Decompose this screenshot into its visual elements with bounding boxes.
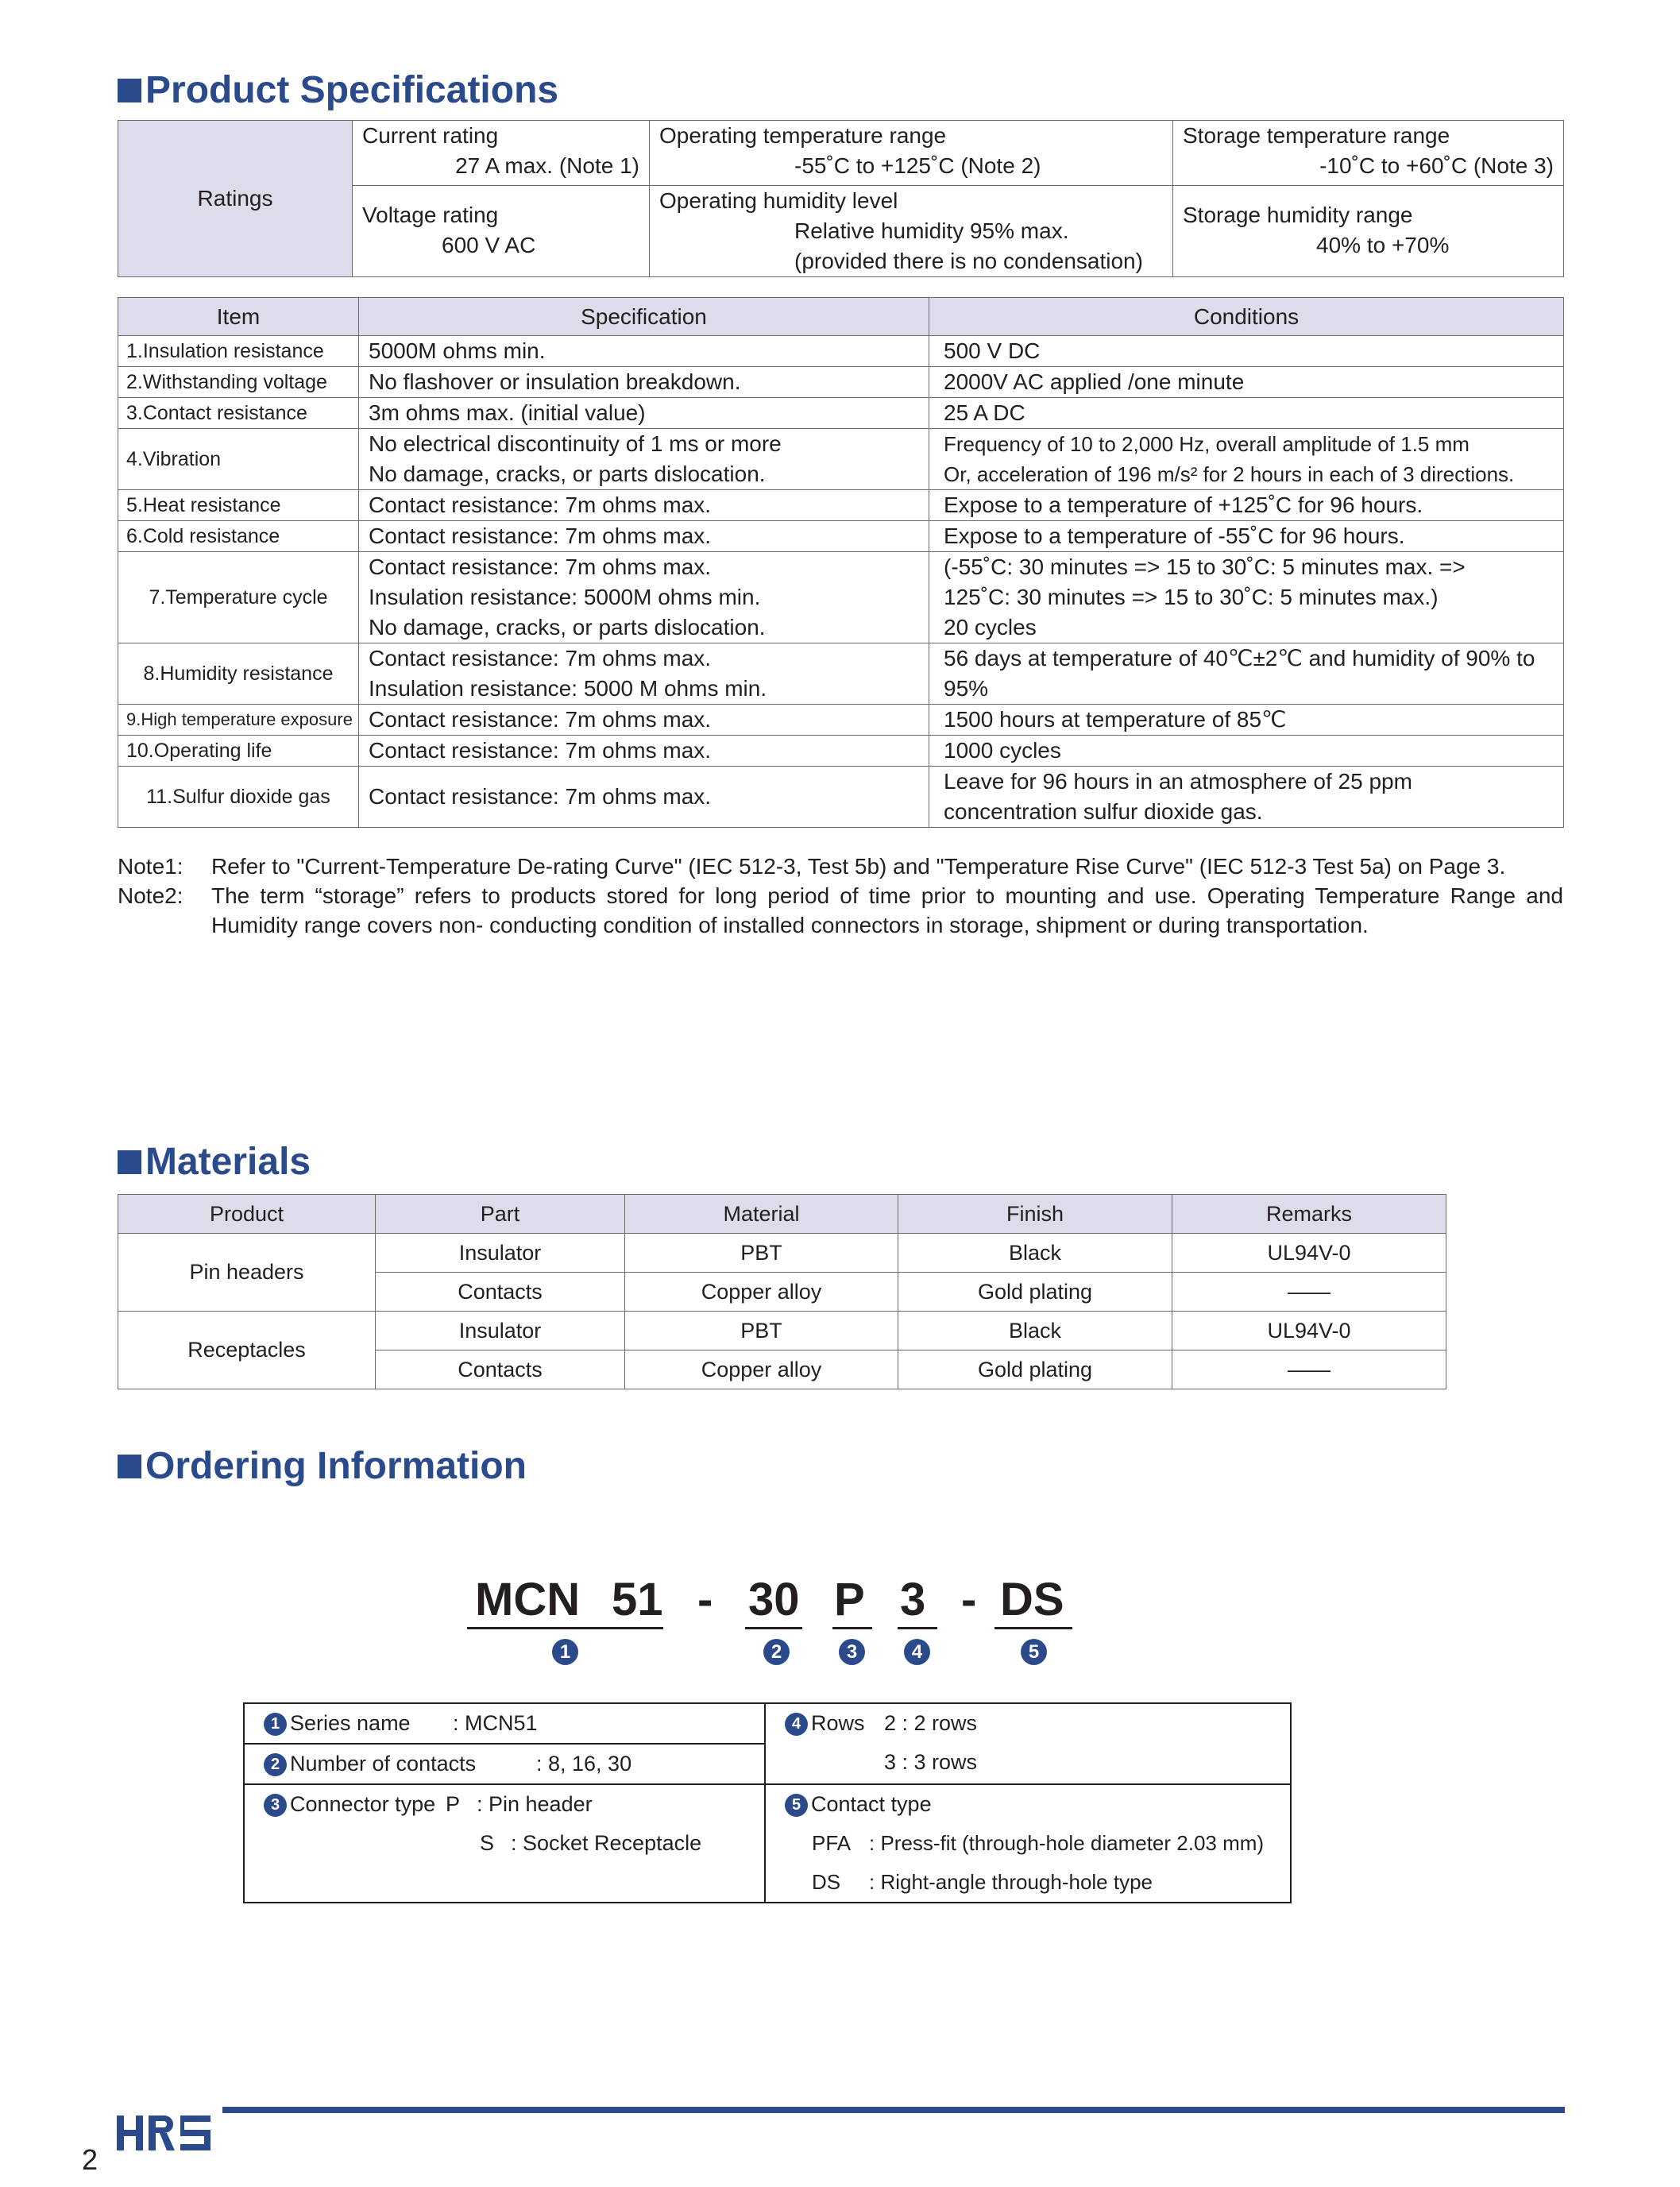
notes	[118, 852, 1563, 940]
spec-line: 3m ohms max. (initial value)	[369, 400, 646, 425]
spec-value	[359, 736, 929, 767]
cond-line: 95%	[944, 676, 989, 701]
spec-line: No electrical discontinuity of 1 ms or more	[369, 431, 782, 456]
storage-humidity-label: Storage humidity range	[1183, 203, 1413, 227]
voltage-rating-label: Voltage rating	[362, 203, 499, 227]
cond-line: Or, acceleration of 196 m/s² for 2 hours in each of 3 directions.	[944, 462, 1515, 486]
spec-value	[359, 367, 929, 398]
spec-condition	[929, 398, 1564, 429]
order-contact-type-line	[785, 1785, 1290, 1824]
spec-item: 11.Sulfur dioxide gas	[118, 767, 359, 828]
spec-condition	[929, 367, 1564, 398]
mat-finish: Gold plating	[898, 1350, 1172, 1389]
ratings-label: Ratings	[118, 121, 353, 277]
table-row	[118, 767, 1564, 828]
order-series-label: Series name	[290, 1711, 411, 1735]
mat-header-remarks: Remarks	[1172, 1195, 1446, 1234]
cond-line: 125˚C: 30 minutes => 15 to 30˚C: 5 minutes max.)	[944, 585, 1439, 609]
order-connector-type-desc: : Pin header	[477, 1792, 593, 1816]
section-square-icon	[118, 1150, 141, 1174]
spec-value	[359, 552, 929, 643]
operating-humidity-value-2: (provided there is no condensation)	[794, 249, 1143, 273]
table-row	[118, 490, 1564, 521]
number-1-icon: 1	[264, 1713, 287, 1736]
order-rows-opt2: 3 : 3 rows	[884, 1750, 978, 1774]
ratings-table	[118, 120, 1564, 277]
operating-humidity-value-1: Relative humidity 95% max.	[794, 218, 1069, 243]
pn-underline	[745, 1627, 802, 1629]
cond-line: 2000V AC applied /one minute	[944, 369, 1245, 394]
spec-condition	[929, 736, 1564, 767]
cond-line: Expose to a temperature of -55˚C for 96 hours.	[944, 524, 1405, 548]
number-3-icon: 3	[264, 1794, 287, 1817]
spec-value	[359, 336, 929, 367]
spec-condition	[929, 336, 1564, 367]
order-connector-type-desc: : Socket Receptacle	[511, 1831, 702, 1855]
mat-remarks: UL94V-0	[1172, 1234, 1446, 1273]
spec-condition	[929, 521, 1564, 552]
operating-temperature-label: Operating temperature range	[659, 123, 947, 148]
order-contacts-value: : 8, 16, 30	[536, 1752, 632, 1775]
pn-rows: 3	[900, 1574, 926, 1625]
table-row	[118, 736, 1564, 767]
spec-line: Contact resistance: 7m ohms max.	[369, 738, 712, 763]
spec-header-specification: Specification	[359, 298, 929, 336]
table-row	[118, 429, 1564, 490]
mat-remarks: UL94V-0	[1172, 1312, 1446, 1350]
section-title-materials	[118, 1140, 311, 1184]
pn-underline	[467, 1627, 663, 1629]
mat-part: Insulator	[376, 1234, 625, 1273]
order-contact-type-code: DS	[812, 1870, 841, 1894]
section-title-ordering-information	[118, 1444, 527, 1488]
mat-header-finish: Finish	[898, 1195, 1172, 1234]
table-row	[118, 1312, 1446, 1350]
spec-value	[359, 767, 929, 828]
note-text: The term “storage” refers to products stored for long period of time prior to mounting and use. Operating Temperature Range and Humidity range covers non- conducting condition of installed connectors in storage, shipment or during transportation.	[211, 883, 1563, 937]
spec-condition	[929, 429, 1564, 490]
spec-line: Insulation resistance: 5000 M ohms min.	[369, 676, 767, 701]
order-contacts-cell	[244, 1744, 765, 1784]
mat-remarks: ——	[1172, 1350, 1446, 1389]
cond-line: 25 A DC	[944, 400, 1025, 425]
table-row	[118, 705, 1564, 736]
order-contact-type-line	[785, 1824, 1290, 1863]
spec-condition	[929, 643, 1564, 705]
spec-condition	[929, 705, 1564, 736]
section-square-icon	[118, 79, 141, 102]
spec-table	[118, 297, 1564, 828]
order-series-cell	[244, 1703, 765, 1744]
note-key: Note2:	[118, 883, 183, 908]
section-title-product-specifications	[118, 68, 558, 112]
voltage-rating-cell	[353, 186, 650, 277]
cond-line: 1500 hours at temperature of 85℃	[944, 707, 1287, 732]
storage-humidity-cell	[1173, 186, 1564, 277]
mat-finish: Black	[898, 1234, 1172, 1273]
order-rows-label: Rows	[811, 1711, 865, 1735]
section-title-text: Materials	[145, 1141, 311, 1183]
spec-line: Contact resistance: 7m ohms max.	[369, 524, 712, 548]
spec-item: 10.Operating life	[118, 736, 359, 767]
spec-line: Insulation resistance: 5000M ohms min.	[369, 585, 761, 609]
number-4-icon: 4	[904, 1639, 930, 1665]
spec-value	[359, 705, 929, 736]
spec-item: 7.Temperature cycle	[118, 552, 359, 643]
order-contacts-line	[264, 1745, 764, 1783]
storage-humidity-value: 40% to +70%	[1316, 233, 1450, 257]
voltage-rating-value: 600 V AC	[442, 233, 536, 257]
spec-item: 1.Insulation resistance	[118, 336, 359, 367]
spec-line: Contact resistance: 7m ohms max.	[369, 554, 712, 579]
order-contacts-label: Number of contacts	[290, 1752, 477, 1775]
mat-part: Contacts	[376, 1350, 625, 1389]
section-title-text: Ordering Information	[145, 1445, 527, 1487]
spec-line: No flashover or insulation breakdown.	[369, 369, 741, 394]
cond-line: (-55˚C: 30 minutes => 15 to 30˚C: 5 minutes max. =>	[944, 554, 1466, 579]
spec-line: No damage, cracks, or parts dislocation.	[369, 462, 766, 486]
number-4-icon: 4	[785, 1713, 808, 1736]
order-series-value: : MCN51	[453, 1711, 538, 1735]
table-row	[118, 336, 1564, 367]
order-connector-type-line	[264, 1785, 764, 1824]
cond-line: 1000 cycles	[944, 738, 1061, 763]
spec-value	[359, 398, 929, 429]
note-1	[118, 852, 1563, 881]
mat-header-part: Part	[376, 1195, 625, 1234]
materials-table	[118, 1194, 1446, 1389]
order-connector-type-code: P	[446, 1792, 461, 1816]
current-rating-cell	[353, 121, 650, 186]
mat-finish: Gold plating	[898, 1273, 1172, 1312]
order-connector-type-line	[264, 1824, 764, 1863]
spec-item: 8.Humidity resistance	[118, 643, 359, 705]
cond-line: 500 V DC	[944, 338, 1041, 363]
order-series-line	[264, 1704, 764, 1743]
mat-finish: Black	[898, 1312, 1172, 1350]
cond-line: concentration sulfur dioxide gas.	[944, 799, 1263, 824]
pn-underline	[994, 1627, 1072, 1629]
current-rating-value: 27 A max. (Note 1)	[455, 153, 639, 178]
order-connector-type-cell	[244, 1784, 765, 1903]
spec-item: 2.Withstanding voltage	[118, 367, 359, 398]
number-1-icon: 1	[552, 1639, 578, 1665]
section-title-text: Product Specifications	[145, 69, 559, 111]
table-row	[118, 398, 1564, 429]
spec-header-conditions: Conditions	[929, 298, 1564, 336]
table-row	[118, 552, 1564, 643]
current-rating-label: Current rating	[362, 123, 499, 148]
pn-contact-type: DS	[1000, 1574, 1064, 1625]
operating-humidity-label: Operating humidity level	[659, 188, 898, 213]
spec-line: Contact resistance: 7m ohms max.	[369, 493, 712, 517]
hrs-logo	[115, 2109, 214, 2155]
spec-line: Contact resistance: 7m ohms max.	[369, 707, 712, 732]
section-square-icon	[118, 1455, 141, 1478]
spec-item: 6.Cold resistance	[118, 521, 359, 552]
operating-temperature-value: -55˚C to +125˚C (Note 2)	[794, 153, 1041, 178]
pn-series: MCN	[475, 1574, 581, 1625]
note-text: Refer to "Current-Temperature De-rating Curve" (IEC 512-3, Test 5b) and "Temperature Rise Curve" (IEC 512-3 Test 5a) on Page 3.	[211, 854, 1506, 879]
pn-dash: -	[697, 1574, 713, 1625]
order-contact-type-cell	[765, 1784, 1291, 1903]
table-row	[118, 1234, 1446, 1273]
mat-material: Copper alloy	[625, 1273, 898, 1312]
footer-rule	[222, 2107, 1565, 2113]
ordering-table	[243, 1702, 1292, 1903]
operating-humidity-cell	[650, 186, 1173, 277]
operating-temperature-cell	[650, 121, 1173, 186]
spec-item: 9.High temperature exposure	[118, 705, 359, 736]
mat-material: PBT	[625, 1234, 898, 1273]
storage-temperature-value: -10˚C to +60˚C (Note 3)	[1319, 153, 1554, 178]
mat-remarks: ——	[1172, 1273, 1446, 1312]
mat-product: Pin headers	[118, 1234, 376, 1312]
spec-line: Contact resistance: 7m ohms max.	[369, 784, 712, 809]
number-2-icon: 2	[763, 1639, 790, 1665]
mat-part: Insulator	[376, 1312, 625, 1350]
spec-header-item: Item	[118, 298, 359, 336]
order-rows-cell	[765, 1703, 1291, 1784]
table-row	[118, 367, 1564, 398]
spec-condition	[929, 767, 1564, 828]
order-contact-type-code: PFA	[812, 1831, 852, 1855]
cond-line: 20 cycles	[944, 615, 1037, 639]
storage-temperature-label: Storage temperature range	[1183, 123, 1450, 148]
spec-item: 4.Vibration	[118, 429, 359, 490]
spec-line: No damage, cracks, or parts dislocation.	[369, 615, 766, 639]
order-contact-type-line	[785, 1863, 1290, 1902]
order-rows-line	[785, 1704, 1290, 1743]
pn-underline	[898, 1627, 937, 1629]
note-2	[118, 881, 1563, 940]
mat-material: Copper alloy	[625, 1350, 898, 1389]
table-row	[118, 521, 1564, 552]
order-contact-type-desc: : Press-fit (through-hole diameter 2.03 mm)	[869, 1831, 1265, 1855]
pn-series-num: 51	[612, 1574, 663, 1625]
mat-header-material: Material	[625, 1195, 898, 1234]
spec-condition	[929, 552, 1564, 643]
cond-line: Expose to a temperature of +125˚C for 96 hours.	[944, 493, 1423, 517]
spec-value	[359, 643, 929, 705]
pn-contacts: 30	[748, 1574, 800, 1625]
storage-temperature-cell	[1173, 121, 1564, 186]
mat-header-product: Product	[118, 1195, 376, 1234]
cond-line: Leave for 96 hours in an atmosphere of 25 ppm	[944, 769, 1412, 794]
note-key: Note1:	[118, 854, 183, 879]
page-number: 2	[82, 2143, 98, 2176]
pn-underline	[832, 1627, 872, 1629]
number-3-icon: 3	[839, 1639, 865, 1665]
number-5-icon: 5	[785, 1794, 808, 1817]
number-5-icon: 5	[1021, 1639, 1047, 1665]
spec-line: 5000M ohms min.	[369, 338, 546, 363]
pn-dash: -	[961, 1574, 977, 1625]
cond-line: 56 days at temperature of 40℃±2℃ and humidity of 90% to	[944, 646, 1535, 670]
order-rows-opt1: 2 : 2 rows	[884, 1711, 978, 1735]
spec-value	[359, 521, 929, 552]
mat-part: Contacts	[376, 1273, 625, 1312]
spec-value	[359, 429, 929, 490]
mat-material: PBT	[625, 1312, 898, 1350]
spec-line: Contact resistance: 7m ohms max.	[369, 646, 712, 670]
spec-value	[359, 490, 929, 521]
number-2-icon: 2	[264, 1753, 287, 1776]
order-connector-type-label: Connector type	[290, 1792, 436, 1816]
mat-product: Receptacles	[118, 1312, 376, 1389]
spec-condition	[929, 490, 1564, 521]
order-connector-type-code: S	[480, 1831, 495, 1855]
pn-type: P	[834, 1574, 865, 1625]
order-contact-type-label: Contact type	[811, 1792, 932, 1816]
spec-item: 3.Contact resistance	[118, 398, 359, 429]
spec-item: 5.Heat resistance	[118, 490, 359, 521]
cond-line: Frequency of 10 to 2,000 Hz, overall amplitude of 1.5 mm	[944, 432, 1470, 456]
order-contact-type-desc: : Right-angle through-hole type	[869, 1870, 1153, 1894]
table-row	[118, 643, 1564, 705]
